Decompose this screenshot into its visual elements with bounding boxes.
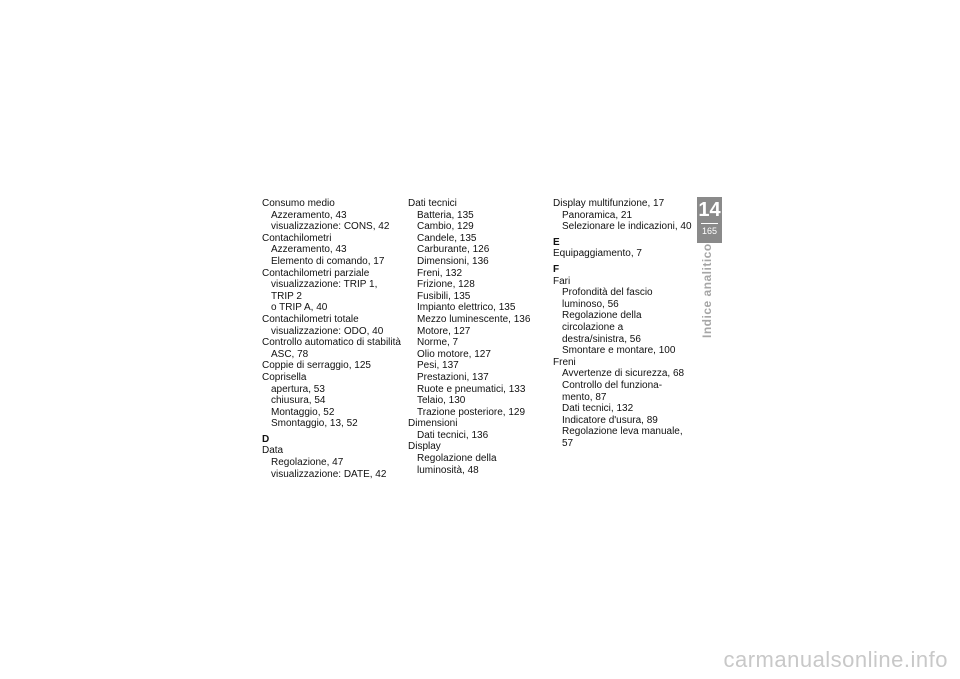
- index-subentry: Profondità del fascio: [562, 287, 653, 299]
- index-subentry: Prestazioni, 137: [417, 371, 489, 383]
- index-subentry: Dati tecnici, 136: [417, 429, 489, 441]
- index-subentry: Indicatore d'usura, 89: [562, 414, 658, 426]
- index-subentry: Norme, 7: [417, 337, 459, 349]
- index-subentry: luminoso, 56: [562, 298, 619, 310]
- index-column-2: [408, 198, 548, 476]
- index-column-3: [553, 198, 693, 449]
- index-subentry: Elemento di comando, 17: [271, 255, 385, 267]
- index-subentry: Smontaggio, 13, 52: [271, 418, 358, 430]
- index-subentry: Pesi, 137: [417, 360, 459, 372]
- index-subentry: mento, 87: [562, 391, 607, 403]
- index-entry: Fari: [553, 275, 571, 287]
- index-subentry: Azzeramento, 43: [271, 244, 347, 256]
- index-subentry: Olio motore, 127: [417, 348, 491, 360]
- index-letter-heading: D: [262, 433, 270, 445]
- index-subentry: apertura, 53: [271, 383, 325, 395]
- index-entry: Freni: [553, 356, 576, 368]
- index-subentry: luminosità, 48: [417, 464, 479, 476]
- index-subentry: Regolazione leva manuale, 57: [562, 426, 683, 449]
- section-title: Indice analitico: [700, 243, 714, 338]
- index-entry: Consumo medio: [262, 198, 335, 209]
- index-entry: Contachilometri: [262, 232, 332, 244]
- index-subentry: Selezionare le indicazioni, 40: [562, 221, 692, 233]
- chapter-divider: [701, 223, 718, 224]
- index-subentry: visualizzazione: CONS, 42: [271, 221, 390, 233]
- index-subentry: ASC, 78: [271, 348, 309, 360]
- index-entry: Dati tecnici: [408, 198, 457, 209]
- index-subentry: Regolazione della: [417, 453, 497, 465]
- index-subentry: chiusura, 54: [271, 395, 326, 407]
- index-column-1: [262, 198, 402, 480]
- chapter-number: 14: [698, 199, 721, 221]
- index-letter-heading: F: [553, 263, 560, 275]
- index-subentry: Regolazione, 47: [271, 457, 344, 469]
- index-subentry: Carburante, 126: [417, 244, 490, 256]
- index-subentry: Controllo del funziona-: [562, 379, 663, 391]
- watermark[interactable]: carmanualsonline.info: [723, 647, 948, 672]
- index-subentry: visualizzazione: DATE, 42: [271, 468, 387, 480]
- page-number: 165: [701, 226, 718, 236]
- index-subentry: Trazione posteriore, 129: [417, 406, 526, 418]
- index-subentry: Regolazione della circolazione a: [562, 310, 642, 333]
- index-subentry: Azzeramento, 43: [271, 209, 347, 221]
- index-subentry: Dimensioni, 136: [417, 255, 489, 267]
- index-subentry: Candele, 135: [417, 232, 477, 244]
- index-subentry: Avvertenze di sicurezza, 68: [562, 368, 685, 380]
- index-entry: Contachilometri totale: [262, 313, 359, 325]
- index-subentry: Motore, 127: [417, 325, 471, 337]
- index-subentry: Mezzo luminescente, 136: [417, 313, 531, 325]
- index-subentry: Dati tecnici, 132: [562, 403, 634, 415]
- index-subentry: Ruote e pneumatici, 133: [417, 383, 526, 395]
- index-entry: Coprisella: [262, 371, 307, 383]
- index-entry: Display: [408, 441, 441, 453]
- index-entry: Display multifunzione, 17: [553, 198, 665, 209]
- index-subentry: destra/sinistra, 56: [562, 333, 641, 345]
- index-entry: Data: [262, 445, 284, 457]
- index-subentry: Montaggio, 52: [271, 406, 335, 418]
- index-subentry: Cambio, 129: [417, 221, 474, 233]
- index-subentry: visualizzazione: ODO, 40: [271, 325, 384, 337]
- index-entry: Controllo automatico di stabilità: [262, 337, 401, 349]
- index-entry: Equipaggiamento, 7: [553, 248, 642, 260]
- index-subentry: Panoramica, 21: [562, 209, 633, 221]
- index-subentry: Fusibili, 135: [417, 290, 471, 302]
- index-subentry: Freni, 132: [417, 267, 463, 279]
- index-letter-heading: E: [553, 236, 560, 248]
- index-subentry: Telaio, 130: [417, 395, 466, 407]
- index-entry: Coppie di serraggio, 125: [262, 360, 371, 372]
- chapter-tab: [697, 197, 722, 243]
- index-subentry: visualizzazione: TRIP 1, TRIP 2: [271, 279, 378, 302]
- index-subentry: Smontare e montare, 100: [562, 345, 676, 357]
- index-subentry: Frizione, 128: [417, 279, 475, 291]
- index-entry: Contachilometri parziale: [262, 267, 370, 279]
- index-subentry: Impianto elettrico, 135: [417, 302, 516, 314]
- index-entry: Dimensioni: [408, 418, 458, 430]
- index-subentry: o TRIP A, 40: [271, 302, 328, 314]
- index-subentry: Batteria, 135: [417, 209, 474, 221]
